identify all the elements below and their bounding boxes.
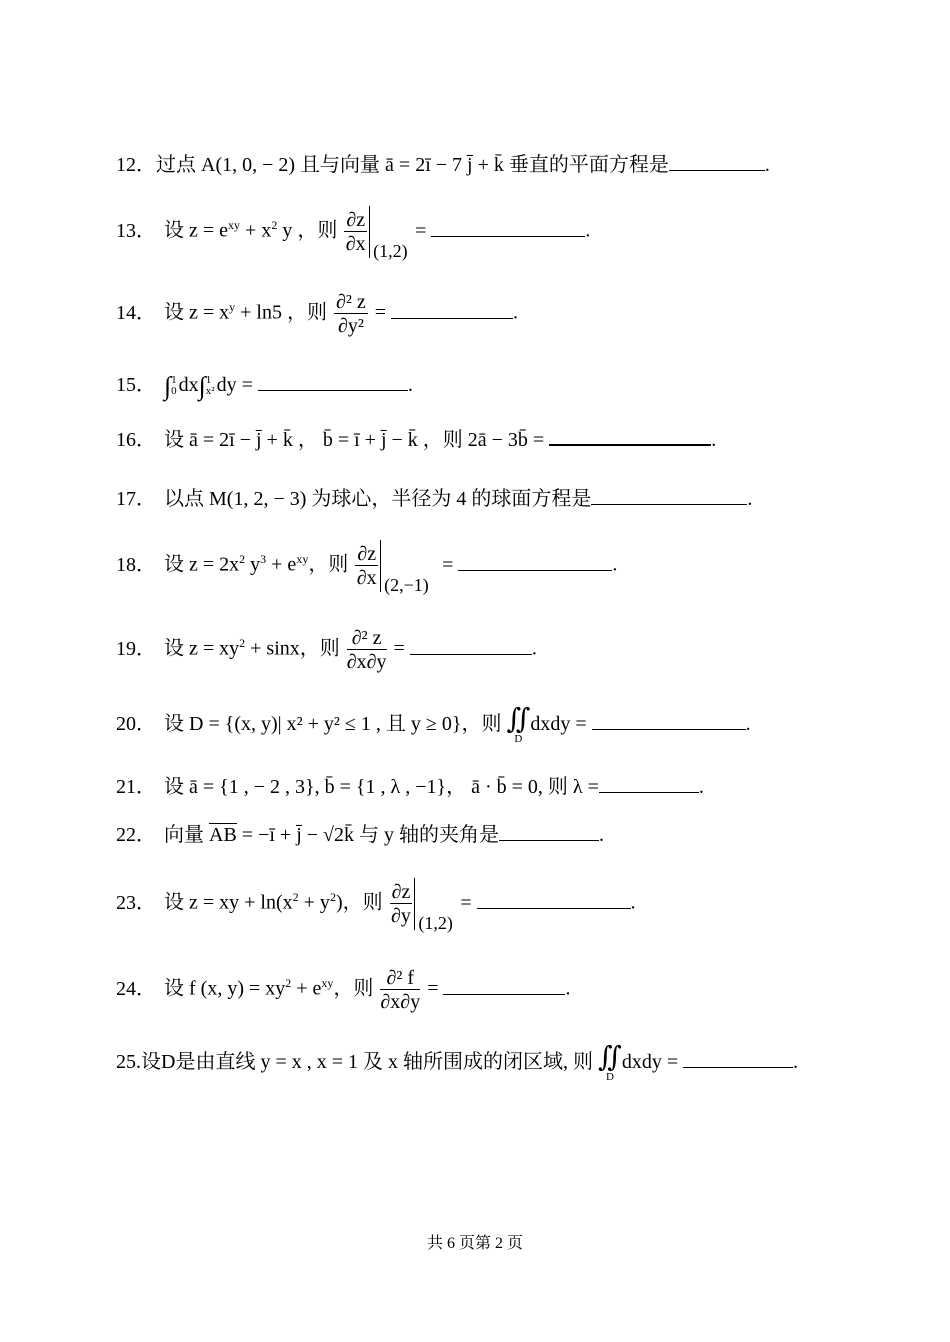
answer-blank[interactable] — [391, 300, 513, 319]
question-text: 过点 A(1, 0, − 2) 且与向量 ā = 2ī − 7 j̄ + k̄ 垂直的平面方程是 — [156, 154, 669, 176]
question-number: 12． — [116, 154, 156, 176]
answer-blank[interactable] — [443, 976, 565, 995]
evaluation-bar: (2,−1) — [380, 540, 381, 592]
answer-blank[interactable] — [410, 636, 532, 655]
partial-derivative: $\frac{\partial z}{\partial x}$ — [356, 543, 377, 589]
evaluation-bar: (1,2) — [414, 878, 415, 930]
answer-blank[interactable] — [591, 486, 747, 505]
answer-blank[interactable] — [549, 426, 711, 446]
partial-derivative: $\frac{\partial z}{\partial y}$ — [391, 881, 411, 927]
question-21: 21． 设 ā = {1 , − 2 , 3}, b̄ = {1 , λ , −1}， ā · b̄ = 0, 则 λ = . — [116, 776, 704, 798]
answer-blank[interactable] — [592, 711, 746, 730]
answer-blank[interactable] — [669, 152, 765, 171]
question-12: 12．过点 A(1, 0, − 2) 且与向量 ā = 2ī − 7 j̄ + k̄ 垂直的平面方程是 . — [116, 154, 770, 176]
question-20: 20． 设 D = {(x, y)| x² + y² ≤ 1 , 且 y ≥ 0}，则 ∬ D dxdy = . — [116, 704, 751, 745]
question-23: 23． 设 z = xy + $\ln(x^2 + y^2)$，则 $\frac{\partial z}{\partial y}$ (1,2) = . — [116, 878, 636, 930]
mixed-partial-derivative: $\frac{\text{∂² z}}{\partial x\partial y}$ — [346, 627, 387, 673]
integral-sign: ∫ — [164, 371, 172, 401]
question-17: 17． 以点 M(1, 2, − 3) 为球心，半径为 4 的球面方程是 . — [116, 488, 753, 510]
double-integral-sign: ∬ D — [506, 704, 531, 745]
answer-blank[interactable] — [477, 890, 631, 909]
question-18: 18． 设 $z = 2x^2$ $y^3 + e^{xy}$，则 $\frac{\partial z}{\partial x}$ (2,−1) = . — [116, 540, 617, 592]
question-14: 14． 设 $z = x^y + \ln 5$ ，则 $\frac{\text{∂² z}}{\text{∂y²}}$ = . — [116, 291, 519, 337]
partial-derivative: $\frac{\partial z}{\partial x}$ — [345, 209, 366, 255]
integral-sign: ∫ — [198, 371, 206, 401]
evaluation-bar: (1,2) — [369, 206, 370, 258]
question-24: 24． 设 f (x, $y) = xy^2 + e^{xy}$，则 $\frac{\text{∂² f}}{\partial x\partial y}$ = . — [116, 967, 571, 1013]
answer-blank[interactable] — [683, 1049, 793, 1068]
question-16: 16． 设 ā = 2ī − j̄ + k̄ ， b̄ = ī + j̄ − k̄ ，则 2ā − 3b̄ = . — [116, 426, 716, 450]
second-partial-derivative: $\frac{\text{∂² z}}{\text{∂y²}}$ — [336, 291, 366, 337]
question-19: 19． 设 $z = xy^2 + \sin x$，则 $\frac{\text{∂² z}}{\partial x\partial y}$ = . — [116, 627, 537, 673]
question-25: 25.设D是由直线 y = x , x = 1 及 x 轴所围成的闭区域, 则 ∬ D dxdy = . — [116, 1042, 799, 1083]
question-22: 22． 向量 AB = −ī + j̄ − √2k̄ 与 y 轴的夹角是 . — [116, 824, 605, 846]
question-15: 15． ∫ 1 0 dx∫ 1 x² dy = . — [116, 371, 413, 401]
page-footer: 共 6 页第 2 页 — [426, 1235, 523, 1252]
answer-blank[interactable] — [599, 774, 699, 793]
mixed-partial-derivative: $\frac{\text{∂² f}}{\partial x\partial y}$ — [380, 967, 421, 1013]
answer-blank[interactable] — [499, 822, 599, 841]
answer-blank[interactable] — [258, 372, 408, 391]
answer-blank[interactable] — [431, 218, 585, 237]
double-integral-sign: ∬ D — [598, 1042, 622, 1083]
vector-ab: AB — [209, 824, 237, 846]
question-13: 13． 设 $z = e^{xy} + x^2$ y ，则 $\frac{\partial z}{\partial x}$ (1,2) = . — [116, 206, 590, 258]
answer-blank[interactable] — [458, 552, 612, 571]
